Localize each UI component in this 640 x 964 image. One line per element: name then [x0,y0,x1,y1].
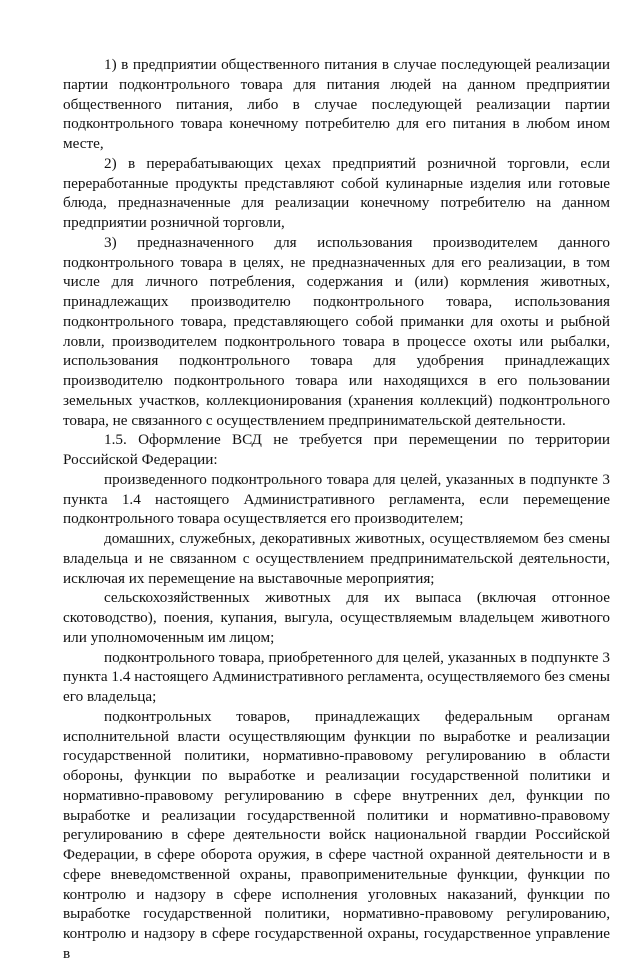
paragraph-federal-bodies: подконтрольных товаров, принадлежащих федеральным органам исполнительной власти осуществляющим функции по выработке и реализации государственной политики, нормативно-правовому регулированию в области обороны, функции по выработке и реализации государственной политики и нормативно-правовому регулированию в сфере внутренних дел, функции по выработке и реализации государственной политики и нормативно-правовому регулированию в сфере деятельности войск национальной гвардии Российской Федерации, в сфере оборота оружия, в сфере частной охранной деятельности и в сфере вневедомственной охраны, правоприменительные функции, функции по контролю и надзору в сфере исполнения уголовных наказаний, функции по выработке государственной политики, нормативно-правовому регулированию, контролю и надзору в сфере государственной охраны, государственное управление в [63,707,610,962]
paragraph-acquired-goods: подконтрольного товара, приобретенного для целей, указанных в подпункте 3 пункта 1.4 настоящего Административного регламента, осуществляемого без смены его владельца; [63,648,610,705]
paragraph-farm-animals: сельскохозяйственных животных для их выпаса (включая отгонное скотоводство), поения, купания, выгула, осуществляемым владельцем животного или уполномоченным им лицом; [63,589,610,646]
paragraph-produced-goods: произведенного подконтрольного товара для целей, указанных в подпункте 3 пункта 1.4 настоящего Административного регламента, если перемещение подконтрольного товара осуществляется его производителем; [63,470,610,528]
paragraph-item-3: 3) предназначенного для использования производителем данного подконтрольного товара в целях, не предназначенных для его реализации, в том числе для личного потребления, содержания и (или) кормления животных, принадлежащих производителю подконтрольного товара, использования подконтрольного товара, представляющего собой приманки для охоты и рыбной ловли, производителем подконтрольного товара в процессе охоты или рыбалки, использования подконтрольного товара для удобрения принадлежащих производителю подконтрольного товара или находящихся в его пользовании земельных участков, коллекционирования (хранения коллекций) подконтрольного товара, не связанного с осуществлением предпринимательской деятельности. [63,233,610,429]
paragraph-section-1-5: 1.5. Оформление ВСД не требуется при перемещении по территории Российской Федерации: [63,431,610,468]
document-body [63,55,610,964]
paragraph-domestic-animals: домашних, служебных, декоративных животных, осуществляемом без смены владельца и не связанном с осуществлением предпринимательской деятельности, исключая их перемещение на выставочные мероприятия; [63,530,610,587]
paragraph-item-1: 1) в предприятии общественного питания в случае последующей реализации партии подконтрольного товара для питания людей на данном предприятии общественного питания, либо в случае последующей реализации партии подконтрольного товара конечному потребителю для его питания в любом ином месте, [63,56,610,152]
paragraph-item-2: 2) в перерабатывающих цехах предприятий розничной торговли, если переработанные продукты представляют собой кулинарные изделия или готовые блюда, предназначенные для реализации конечному потребителю на данном предприятии розничной торговли, [63,154,610,231]
